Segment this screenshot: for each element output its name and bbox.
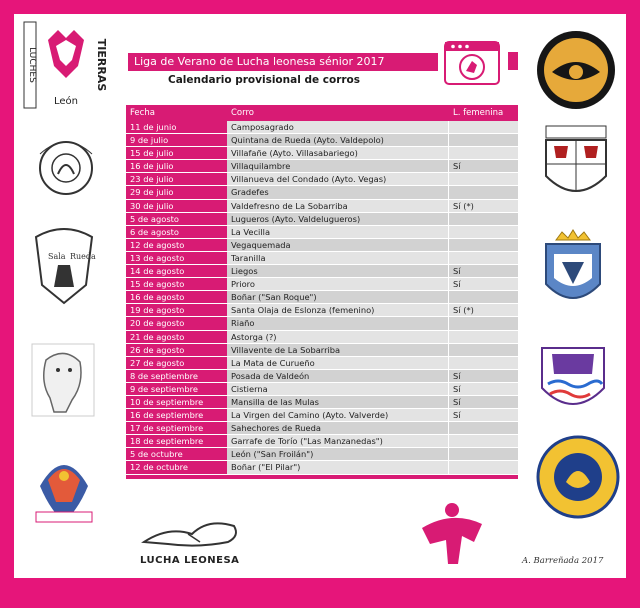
- cell-corro: La Virgen del Camino (Ayto. Valverde): [227, 409, 449, 421]
- table-row: [126, 291, 518, 304]
- schedule-table: [126, 105, 518, 479]
- table-row: [126, 226, 518, 239]
- cell-corro: Quintana de Rueda (Ayto. Valdepolo): [227, 134, 449, 146]
- cell-fecha: 27 de agosto: [126, 357, 227, 369]
- table-row: [126, 173, 518, 186]
- svg-text:Sala: Sala: [48, 252, 66, 261]
- cell-fecha: 12 de octubre: [126, 461, 227, 473]
- header-accent-block: [508, 52, 518, 70]
- cell-fecha: 14 de agosto: [126, 265, 227, 277]
- cell-corro: Garrafe de Torío ("Las Manzanedas"): [227, 435, 449, 447]
- cell-fecha: 11 de junio: [126, 121, 227, 133]
- col-femenina-header: L. femenina: [453, 108, 504, 118]
- table-header: [126, 105, 518, 121]
- cell-femenina: [449, 344, 518, 356]
- table-row: [126, 435, 518, 448]
- svg-text:LUCHES: LUCHES: [27, 47, 37, 83]
- cell-fecha: 9 de septiembre: [126, 383, 227, 395]
- club-lucha-leonesa-dark-emblem: [534, 28, 618, 112]
- cell-fecha: 13 de agosto: [126, 252, 227, 264]
- cell-corro: Riaño: [227, 317, 449, 329]
- cell-fecha: 16 de septiembre: [126, 409, 227, 421]
- table-body: [126, 121, 518, 475]
- cell-femenina: [449, 317, 518, 329]
- cell-corro: Boñar ("San Roque"): [227, 291, 449, 303]
- table-row: [126, 383, 518, 396]
- cell-fecha: 18 de septiembre: [126, 435, 227, 447]
- table-row: [126, 317, 518, 330]
- cell-corro: La Mata de Curueño: [227, 357, 449, 369]
- table-row: [126, 200, 518, 213]
- col-corro-header: Corro: [231, 108, 254, 118]
- table-row: [126, 252, 518, 265]
- cell-corro: Boñar ("El Pilar"): [227, 461, 449, 473]
- cell-femenina: Sí: [449, 383, 518, 395]
- cell-femenina: [449, 331, 518, 343]
- cell-corro: Villavente de La Sobarriba: [227, 344, 449, 356]
- cell-corro: Villaquilambre: [227, 160, 449, 172]
- table-row: [126, 147, 518, 160]
- svg-text:TIERRAS: TIERRAS: [95, 38, 108, 92]
- cell-fecha: 15 de julio: [126, 147, 227, 159]
- table-row: [126, 396, 518, 409]
- cell-fecha: 16 de agosto: [126, 291, 227, 303]
- cell-corro: Sahechores de Rueda: [227, 422, 449, 434]
- page-title: Liga de Verano de Lucha leonesa sénior 2017: [128, 53, 434, 71]
- sala-rueda-logo: [26, 225, 102, 307]
- cell-fecha: 26 de agosto: [126, 344, 227, 356]
- cell-femenina: [449, 134, 518, 146]
- wrestlers-silhouette: [412, 498, 496, 570]
- cell-corro: Villafañe (Ayto. Villasabariego): [227, 147, 449, 159]
- cell-fecha: 20 de agosto: [126, 317, 227, 329]
- cell-femenina: [449, 252, 518, 264]
- table-footer-bar: [126, 475, 518, 479]
- footer-brand: LUCHA LEONESA: [140, 555, 240, 566]
- table-row: [126, 160, 518, 173]
- cell-femenina: [449, 147, 518, 159]
- cell-fecha: 12 de agosto: [126, 239, 227, 251]
- cell-fecha: 8 de septiembre: [126, 370, 227, 382]
- luches-tierras-leon-logo: [22, 20, 110, 112]
- cell-femenina: [449, 357, 518, 369]
- cell-corro: La Vecilla: [227, 226, 449, 238]
- cell-femenina: Sí: [449, 409, 518, 421]
- cell-corro: Camposagrado: [227, 121, 449, 133]
- table-row: [126, 422, 518, 435]
- cell-corro: Vegaquemada: [227, 239, 449, 251]
- cell-fecha: 29 de julio: [126, 186, 227, 198]
- club-lucha-leonesa-valle-curueno-crest: [536, 432, 620, 522]
- table-row: [126, 134, 518, 147]
- lion-club-crest: [28, 340, 98, 420]
- table-row: [126, 357, 518, 370]
- cell-fecha: 5 de agosto: [126, 213, 227, 225]
- cell-corro: Santa Olaja de Eslonza (femenino): [227, 304, 449, 316]
- cell-femenina: [449, 226, 518, 238]
- cell-femenina: Sí (*): [449, 304, 518, 316]
- cell-femenina: [449, 291, 518, 303]
- title-bar-accent: [434, 53, 438, 71]
- cell-fecha: 17 de septiembre: [126, 422, 227, 434]
- cell-fecha: 5 de octubre: [126, 448, 227, 460]
- cell-corro: Valdefresno de La Sobarriba: [227, 200, 449, 212]
- cell-femenina: Sí: [449, 396, 518, 408]
- cell-femenina: [449, 435, 518, 447]
- cell-corro: Posada de Valdeón: [227, 370, 449, 382]
- cell-fecha: 15 de agosto: [126, 278, 227, 290]
- cell-femenina: [449, 239, 518, 251]
- villa-crest: [538, 124, 614, 208]
- club-cistierna-crest: [540, 228, 606, 314]
- cell-femenina: [449, 186, 518, 198]
- cell-corro: Liegos: [227, 265, 449, 277]
- cell-fecha: 10 de septiembre: [126, 396, 227, 408]
- cell-corro: Prioro: [227, 278, 449, 290]
- calendar-icon: [443, 40, 501, 90]
- cell-femenina: Sí (*): [449, 200, 518, 212]
- table-row: [126, 331, 518, 344]
- table-row: [126, 409, 518, 422]
- page-subtitle: Calendario provisional de corros: [168, 74, 361, 86]
- table-row: [126, 186, 518, 199]
- table-row: [126, 121, 518, 134]
- col-fecha-header: Fecha: [130, 108, 155, 118]
- cell-corro: Gradefes: [227, 186, 449, 198]
- club-lucha-leonesa-esla-crest: [538, 330, 608, 420]
- cell-corro: Taranilla: [227, 252, 449, 264]
- cell-fecha: 21 de agosto: [126, 331, 227, 343]
- cell-femenina: Sí: [449, 160, 518, 172]
- cell-fecha: 9 de julio: [126, 134, 227, 146]
- table-row: [126, 213, 518, 226]
- cell-corro: León ("San Froilán"): [227, 448, 449, 460]
- cell-femenina: [449, 422, 518, 434]
- cell-femenina: [449, 448, 518, 460]
- table-row: [126, 265, 518, 278]
- lucha-leonesa-handshake-logo: [138, 512, 248, 552]
- cell-corro: Lugueros (Ayto. Valdelugueros): [227, 213, 449, 225]
- cell-femenina: [449, 461, 518, 473]
- orbigo-club-crest: [26, 440, 102, 530]
- table-row: [126, 370, 518, 383]
- cell-femenina: Sí: [449, 370, 518, 382]
- cell-corro: Villanueva del Condado (Ayto. Vegas): [227, 173, 449, 185]
- cell-corro: Astorga (?): [227, 331, 449, 343]
- cell-femenina: Sí: [449, 278, 518, 290]
- table-row: [126, 304, 518, 317]
- table-row: [126, 278, 518, 291]
- svg-text:León: León: [53, 96, 79, 107]
- cell-femenina: [449, 213, 518, 225]
- table-row: [126, 344, 518, 357]
- table-row: [126, 239, 518, 252]
- cell-femenina: Sí: [449, 265, 518, 277]
- cell-fecha: 19 de agosto: [126, 304, 227, 316]
- cell-corro: Mansilla de las Mulas: [227, 396, 449, 408]
- club-lucha-bernesga-logo: [30, 132, 102, 202]
- cell-fecha: 23 de julio: [126, 173, 227, 185]
- table-row: [126, 448, 518, 461]
- cell-fecha: 30 de julio: [126, 200, 227, 212]
- svg-text:Rueda: Rueda: [70, 252, 96, 261]
- cell-femenina: [449, 121, 518, 133]
- table-row: [126, 461, 518, 474]
- cell-corro: Cistierna: [227, 383, 449, 395]
- author-signature: A. Barreñada 2017: [522, 556, 604, 566]
- cell-femenina: [449, 173, 518, 185]
- cell-fecha: 6 de agosto: [126, 226, 227, 238]
- cell-fecha: 16 de julio: [126, 160, 227, 172]
